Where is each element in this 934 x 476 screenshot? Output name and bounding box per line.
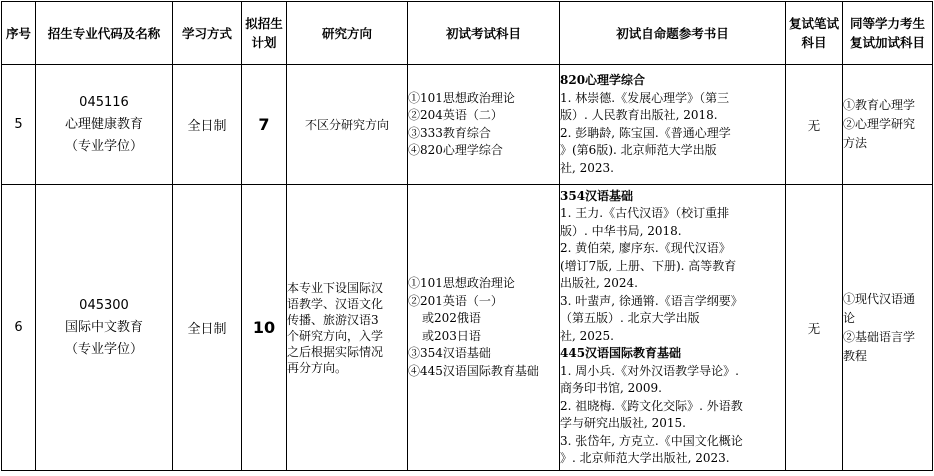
header-exam: 初试考试科目 [408,2,560,65]
header-plan-line1: 拟招生 [245,16,283,31]
direction-line: 之后根据实际情况 [287,344,384,359]
exam-subject: ③333教育综合 [408,125,491,140]
book-line: 版）. 人民教育出版社, 2018. [560,108,718,122]
table-row [2,185,933,471]
exam-subject: ①101思想政治理论 [408,90,515,105]
extra-line: 论 [843,310,856,325]
book-section-title: 354汉语基础 [560,188,634,203]
book-line: 商务印书馆, 2009. [560,381,662,395]
direction-line: 不区分研究方向 [304,117,389,132]
major-cell [36,185,173,471]
extra-line: 方法 [843,136,868,150]
header-mode: 学习方式 [173,2,242,65]
book-line: 社, 2025. [560,328,614,343]
book-line: （第五版）. 北京大学出版 [560,311,700,325]
exam-subject: ④820心理学综合 [408,143,503,157]
table-row [2,65,933,185]
book-line: 社, 2023. [560,160,614,175]
exam-subject: ②201英语（一） [408,293,503,308]
book-line: 》(第6版). 北京师范大学出版 [560,143,717,157]
book-line: 版）. 中华书局, 2018. [560,223,682,238]
book-line: 学与研究出版社, 2015. [560,416,686,430]
book-line: 出版社, 2024. [560,276,638,290]
major-code: 045116 [79,94,129,110]
extra-cell [843,185,933,471]
exam-subject-alt: 或203日语 [422,328,481,343]
header-direction: 研究方向 [287,2,408,65]
retest-cell: 无 [786,185,843,471]
books-cell [560,185,786,471]
header-extra [843,2,933,65]
mode-cell: 全日制 [173,185,242,471]
major-degree: （专业学位） [64,138,143,154]
book-line: 2. 黄伯荣, 廖序东.《现代汉语》 [560,241,731,255]
book-section-title: 445汉语国际教育基础 [560,346,682,360]
major-code: 045300 [79,297,129,313]
header-books: 初试自命题参考书目 [560,2,786,65]
book-line: 1. 林崇德.《发展心理学》（第三 [560,90,730,105]
book-line: 3. 张岱年, 方克立.《中国文化概论 [560,433,743,448]
extra-line: ①教育心理学 [843,98,916,112]
header-retest-line1: 复试笔试 [788,16,839,31]
header-extra-line2: 复试加试科目 [849,35,925,50]
exam-cell [408,185,560,471]
direction-line: 语教学、汉语文化 [287,296,384,311]
extra-line: ②心理学研究 [843,117,916,131]
exam-subject: ④445汉语国际教育基础 [408,363,539,378]
header-extra-line1: 同等学力考生 [849,16,925,31]
book-line: 2. 祖晓梅.《跨文化交际》. 外语教 [560,398,743,413]
extra-cell [843,65,933,185]
direction-cell [287,185,408,471]
header-retest [786,2,843,65]
book-line: 2. 彭聃龄, 陈宝国.《普通心理学 [560,125,731,140]
exam-subject-alt: 或202俄语 [422,311,481,325]
plan-cell: 10 [242,185,287,471]
major-cell [36,65,173,185]
exam-subject: ③354汉语基础 [408,346,491,360]
direction-line: 传播、旅游汉语3 [287,312,379,327]
direction-line: 个研究方向，入学 [287,328,384,343]
exam-subject: ①101思想政治理论 [408,276,515,290]
seq-cell: 5 [2,65,36,185]
direction-line: 再分方向。 [287,360,348,375]
header-plan [242,2,287,65]
book-line: 1. 周小兵.《对外汉语教学导论》. [560,363,739,378]
plan-cell: 7 [242,65,287,185]
direction-line: 本专业下设国际汉 [287,280,384,295]
header-code-name: 招生专业代码及名称 [36,2,173,65]
exam-subject: ②204英语（二） [408,108,503,122]
seq-cell: 6 [2,185,36,471]
admission-table [1,1,933,471]
major-degree: （专业学位） [64,341,143,357]
direction-cell [287,65,408,185]
major-name: 心理健康教育 [64,116,143,132]
retest-cell: 无 [786,65,843,185]
header-row [2,2,933,65]
book-section-title: 820心理学综合 [560,73,646,87]
major-name: 国际中文教育 [64,319,143,335]
book-line: 》. 北京师范大学出版社, 2023. [560,451,730,465]
header-seq: 序号 [2,2,36,65]
extra-line: ②基础语言学 [843,329,916,344]
header-plan-line2: 计划 [251,35,277,50]
extra-line: ①现代汉语通 [843,291,916,306]
header-retest-line2: 科目 [801,35,827,50]
extra-line: 教程 [843,348,868,363]
exam-cell [408,65,560,185]
book-line: 3. 叶蜚声, 徐通锵.《语言学纲要》 [560,293,743,308]
books-cell [560,65,786,185]
mode-cell: 全日制 [173,65,242,185]
book-line: (增订7版, 上册、下册). 高等教育 [560,258,737,273]
book-line: 1. 王力.《古代汉语》（校订重排 [560,206,730,220]
